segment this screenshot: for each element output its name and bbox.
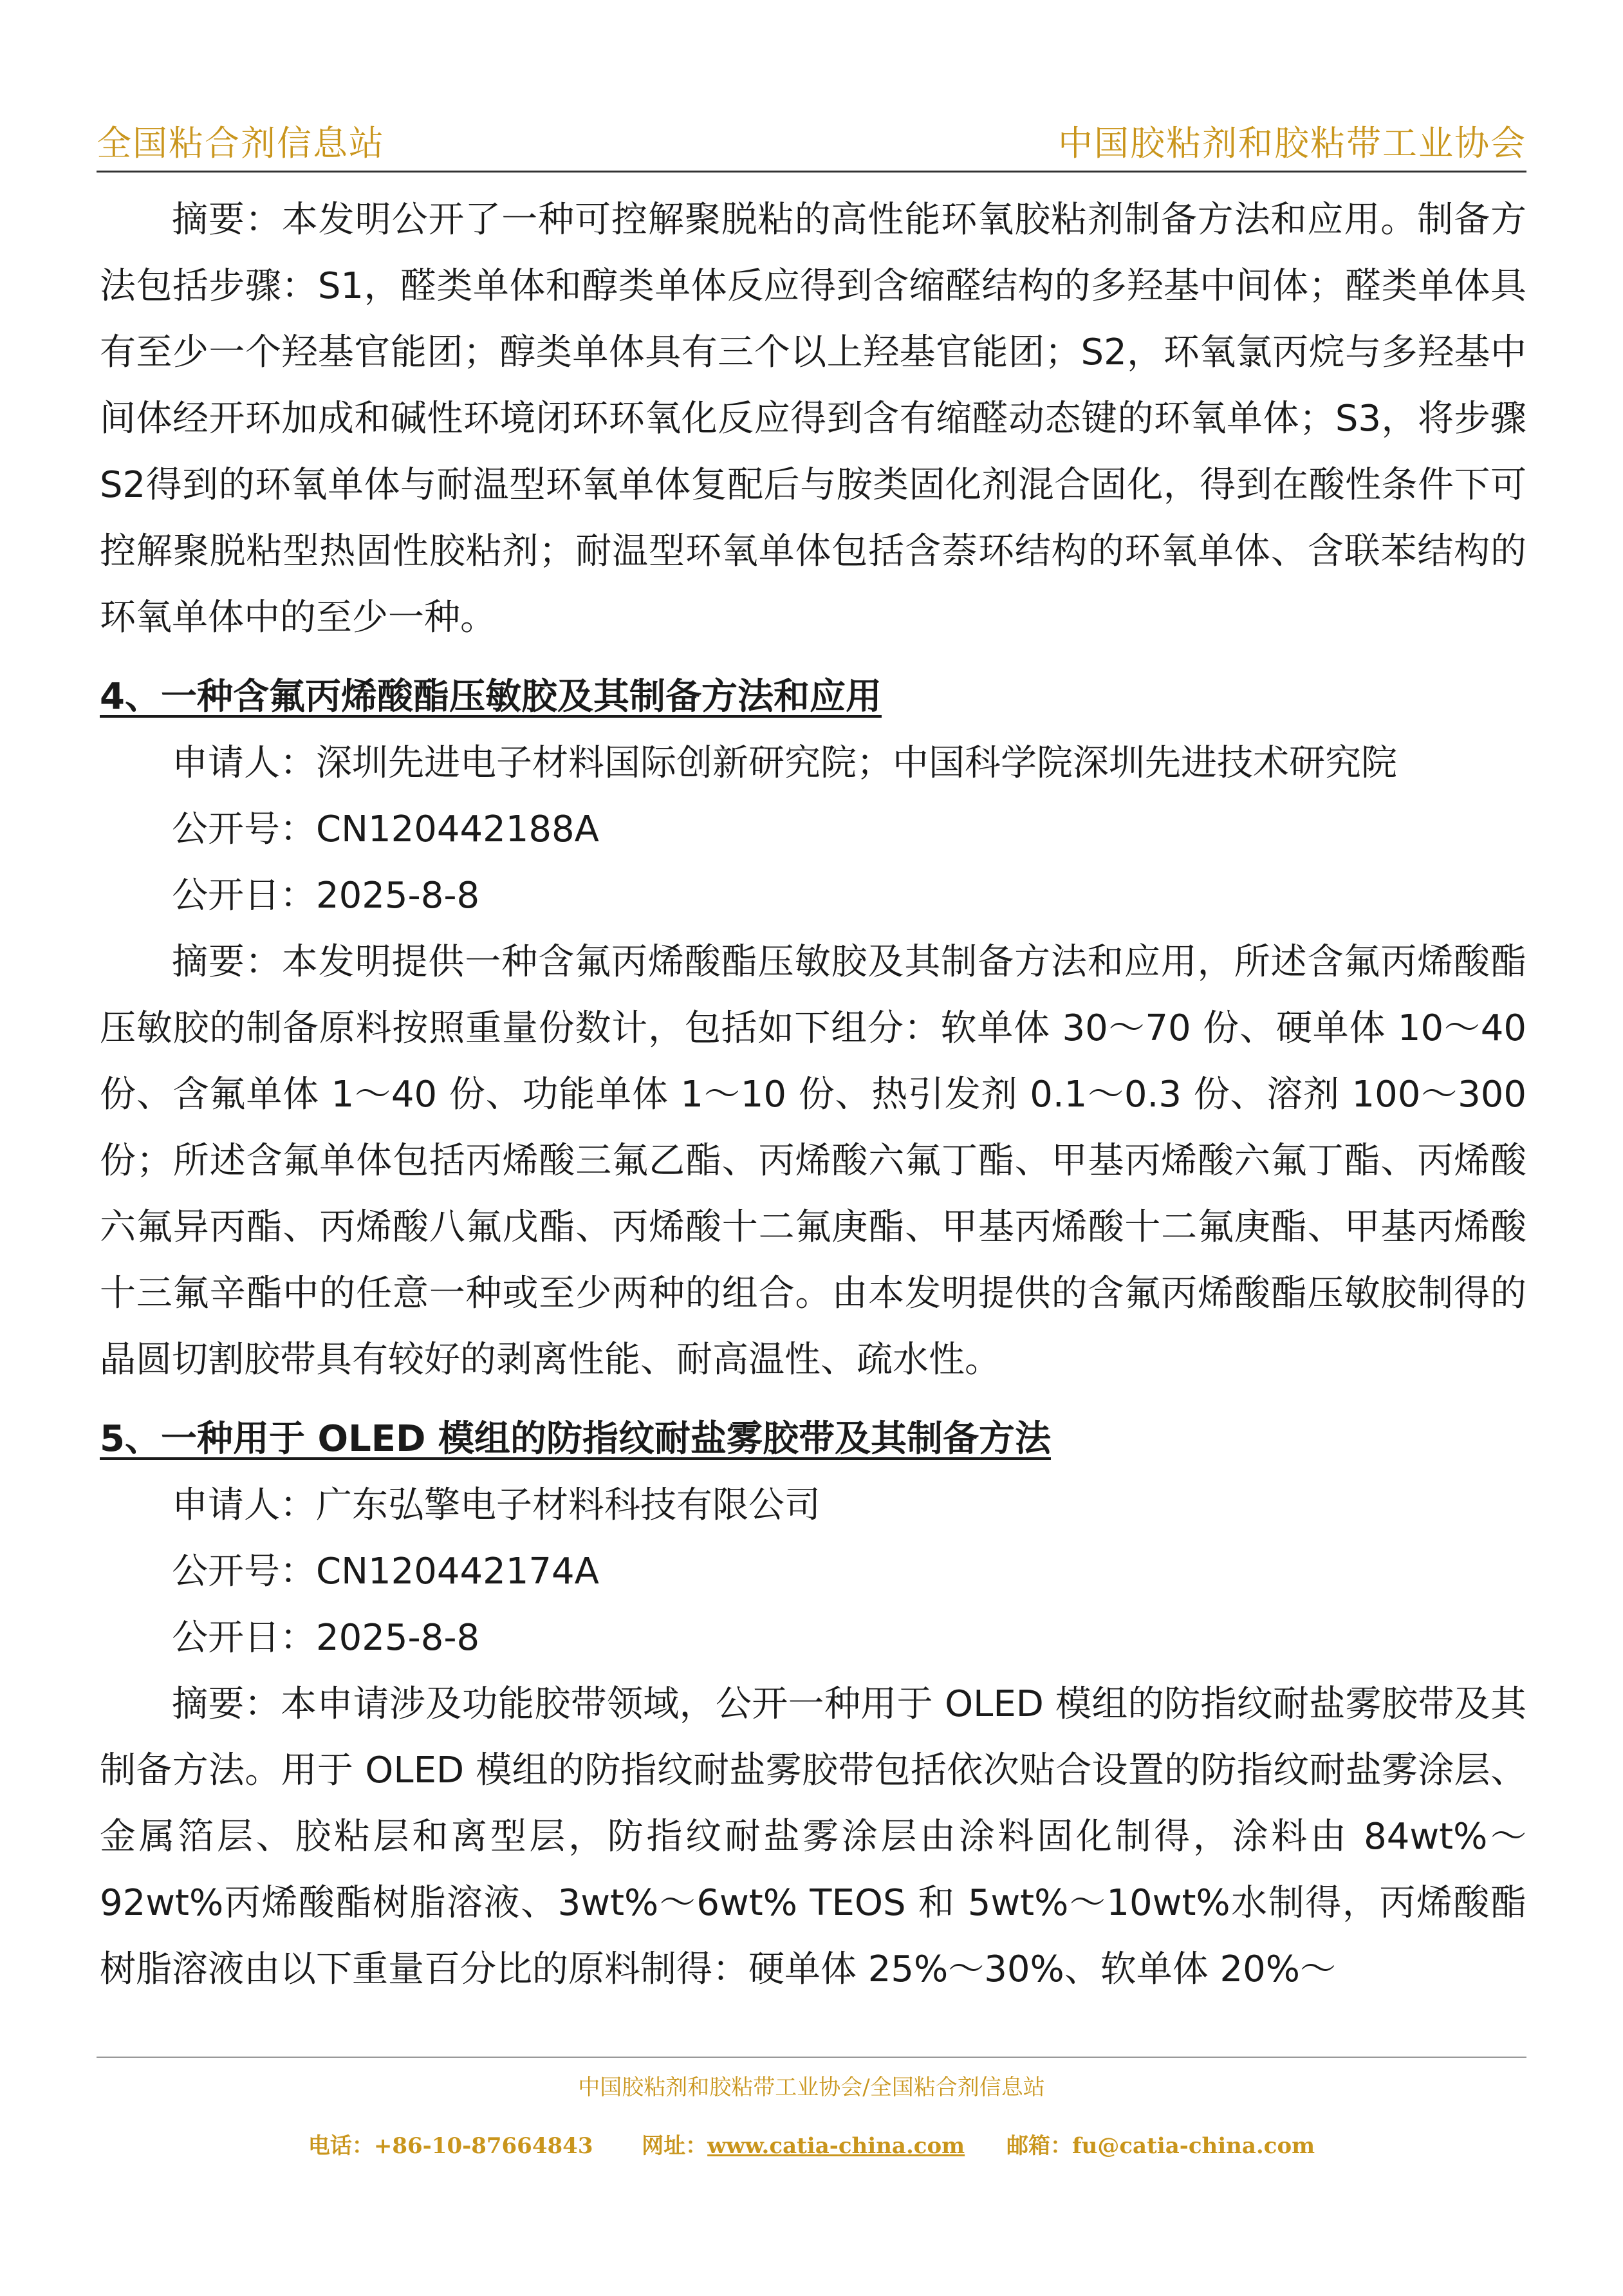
publication-number: 公开号：CN120442174A (172, 1551, 599, 1592)
header-right-association-name: 中国胶粘剂和胶粘带工业协会 (1058, 123, 1526, 163)
patent-section-4 (100, 664, 1526, 1393)
abstract: 摘要：本申请涉及功能胶带领域，公开一种用于 OLED 模组的防指纹耐盐雾胶带及其制备方法。用于 OLED 模组的防指纹耐盐雾胶带包括依次贴合设置的防指纹耐盐雾涂层、金属箔层、胶粘层和离型层，防指纹耐盐雾涂层由涂料固化制得，涂料由 84wt%～92wt%丙烯酸酯树脂溶液、3wt%～6wt% TEOS 和 5wt%～10wt%水制得，丙烯酸酯树脂溶液由以下重量百分比的原料制得：硬单体 25%～30%、软单体 20%～ (100, 1683, 1526, 1990)
publication-date: 公开日：2025-8-8 (172, 1617, 480, 1659)
publication-date: 公开日：2025-8-8 (172, 875, 480, 917)
intro-abstract: 摘要：本发明公开了一种可控解聚脱粘的高性能环氧胶粘剂制备方法和应用。制备方法包括步骤：S1，醛类单体和醇类单体反应得到含缩醛结构的多羟基中间体；醛类单体具有至少一个羟基官能团；醇类单体具有三个以上羟基官能团；S2，环氧氯丙烷与多羟基中间体经开环加成和碱性环境闭环环氧化反应得到含有缩醛动态键的环氧单体；S3，将步骤S2得到的环氧单体与耐温型环氧单体复配后与胺类固化剂混合固化，得到在酸性条件下可控解聚脱粘型热固性胶粘剂；耐温型环氧单体包括含萘环结构的环氧单体、含联苯结构的环氧单体中的至少一种。 (100, 199, 1526, 639)
applicant: 申请人：深圳先进电子材料国际创新研究院；中国科学院深圳先进技术研究院 (172, 742, 1397, 784)
footer-email-label: 邮箱： (1006, 2133, 1072, 2159)
header-left-site-name: 全国粘合剂信息站 (97, 123, 385, 163)
document-body (100, 187, 1526, 2002)
publication-number: 公开号：CN120442188A (172, 808, 599, 850)
footer-email[interactable]: fu@catia-china.com (1072, 2133, 1315, 2159)
applicant: 申请人：广东弘擎电子材料科技有限公司 (172, 1484, 821, 1526)
footer-web-label: 网址： (642, 2133, 708, 2159)
section-title: 5、一种用于 OLED 模组的防指纹耐盐雾胶带及其制备方法 (100, 1418, 1051, 1460)
page-footer (97, 2057, 1526, 2160)
patent-section-5 (100, 1406, 1526, 2002)
abstract: 摘要：本发明提供一种含氟丙烯酸酯压敏胶及其制备方法和应用，所述含氟丙烯酸酯压敏胶的制备原料按照重量份数计，包括如下组分：软单体 30～70 份、硬单体 10～40 份、含氟单体 1～40 份、功能单体 1～10 份、热引发剂 0.1～0.3 份、溶剂 100～300 份；所述含氟单体包括丙烯酸三氟乙酯、丙烯酸六氟丁酯、甲基丙烯酸六氟丁酯、丙烯酸六氟异丙酯、丙烯酸八氟戊酯、丙烯酸十二氟庚酯、甲基丙烯酸十二氟庚酯、甲基丙烯酸十三氟辛酯中的任意一种或至少两种的组合。由本发明提供的含氟丙烯酸酯压敏胶制得的晶圆切割胶带具有较好的剥离性能、耐高温性、疏水性。 (100, 941, 1526, 1381)
footer-organization: 中国胶粘剂和胶粘带工业协会/全国粘合剂信息站 (578, 2075, 1045, 2100)
footer-phone: 电话：+86-10-87664843 (308, 2133, 593, 2159)
section-title: 4、一种含氟丙烯酸酯压敏胶及其制备方法和应用 (100, 676, 882, 718)
page-header (97, 113, 1526, 173)
footer-website-link[interactable]: www.catia-china.com (707, 2133, 965, 2159)
footer-contact (97, 2128, 1526, 2160)
